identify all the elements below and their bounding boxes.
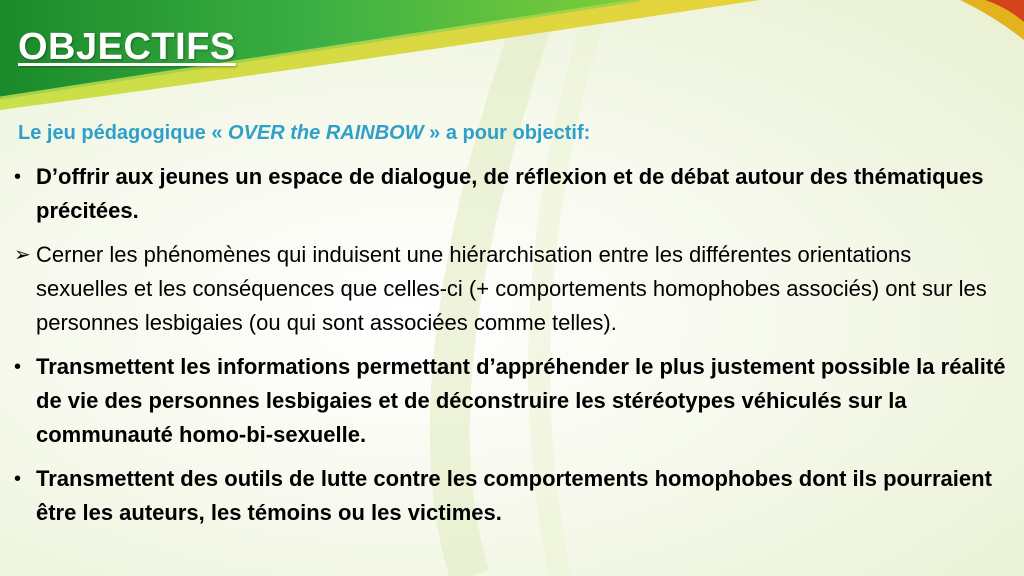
bullet-icon: • bbox=[14, 166, 22, 188]
intro-line bbox=[18, 122, 590, 145]
intro-prefix: Le jeu pédagogique « bbox=[18, 122, 229, 144]
game-name: OVER the RAINBOW bbox=[228, 122, 424, 144]
list-item-text: Transmettent les informations permettant d’appréhender le plus justement possible la réalité de vie des personnes lesbigaies et de déconstruire les stéréotypes véhiculés sur la communauté homo-bi-sexuelle. bbox=[36, 354, 1006, 447]
bullet-icon: • bbox=[14, 356, 22, 378]
list-item-text: Cerner les phénomènes qui induisent une hiérarchisation entre les différentes orientations sexuelles et les conséquences que celles-ci (+ comportements homophobes associés) ont sur les personnes lesbigaies (ou qui sont associées comme telles). bbox=[36, 242, 987, 335]
bullet-icon: • bbox=[14, 468, 22, 490]
objectives-list bbox=[14, 160, 1006, 540]
list-item bbox=[14, 462, 1006, 530]
slide-title: OBJECTIFS bbox=[18, 26, 236, 68]
list-item bbox=[14, 238, 1006, 340]
arrow-bullet-icon: ➢ bbox=[14, 244, 31, 266]
list-item-text: D’offrir aux jeunes un espace de dialogue, de réflexion et de débat autour des thématiques précitées. bbox=[36, 164, 984, 223]
list-item bbox=[14, 350, 1006, 452]
list-item bbox=[14, 160, 1006, 228]
list-item-text: Transmettent des outils de lutte contre les comportements homophobes dont ils pourraient être les auteurs, les témoins ou les victimes. bbox=[36, 466, 992, 525]
intro-suffix: » a pour objectif: bbox=[423, 122, 591, 144]
